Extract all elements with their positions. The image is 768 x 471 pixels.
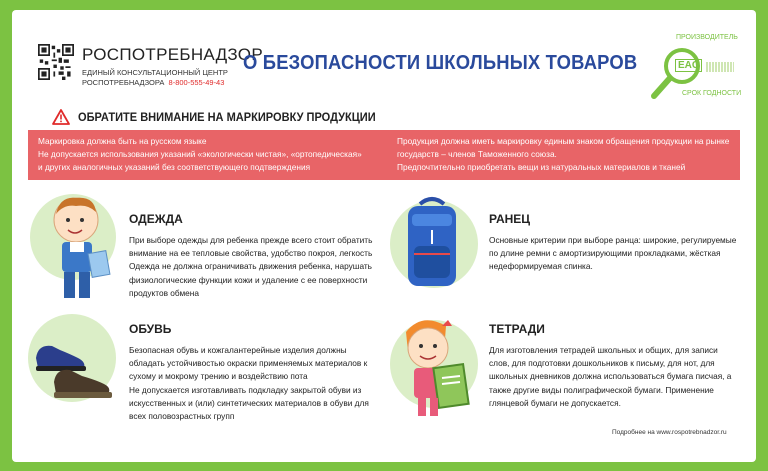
band-left-column (38, 135, 362, 174)
clothes-line: внимание на ее тепловые свойства, удобство покроя, легкость (129, 248, 373, 259)
eac-mark: EAC (675, 59, 702, 72)
backpack-line: недеформируемая спинка. (489, 261, 593, 272)
page-title: О БЕЗОПАСНОСТИ ШКОЛЬНЫХ ТОВАРОВ (243, 52, 638, 74)
notebooks-text (489, 344, 731, 410)
backpack-illustration (402, 196, 462, 292)
backpack-line: Основные критерии при выборе ранца: широкие, регулируемые (489, 235, 737, 245)
girl-notebook-illustration (392, 312, 482, 422)
hotline-phone: 8-800-555-49-43 (168, 78, 225, 87)
band-left-line: и других аналогичных указаний без соответствующего подтверждения (38, 162, 311, 172)
stamp-barcode (706, 62, 734, 72)
notebooks-line: слов, для подготовки дошкольников к письму, для нот, для (489, 358, 715, 369)
band-right-line: Продукция должна иметь маркировку единым знаком обращения продукции на рынке (397, 136, 730, 146)
marking-rules-band (28, 130, 740, 180)
band-left-line: Не допускается использования указаний «экологически чистая», «ортопедическая» (38, 149, 362, 159)
footer-link[interactable]: Подробнее на www.rospotrebnadzor.ru (612, 429, 727, 436)
notebooks-line: также другие виды полиграфической бумаги. Применение (489, 384, 714, 395)
warning-row (52, 106, 402, 128)
org-line-2: РОСПОТРЕБНАДЗОРА (82, 78, 165, 87)
band-right-line: Предпочтительно приобретать вещи из натуральных материалов и тканей (397, 162, 686, 172)
boy-clothes-illustration (46, 190, 116, 310)
shoes-text (129, 344, 369, 423)
shoes-line: сухому и мокрому трению и воздействию пота (129, 371, 308, 382)
notebooks-title: ТЕТРАДИ (489, 322, 545, 336)
band-left-line: Маркировка должна быть на русском языке (38, 136, 207, 146)
backpack-title: РАНЕЦ (489, 212, 531, 226)
notebooks-line: Для изготовления тетрадей школьных и общих, для записи (489, 345, 718, 355)
clothes-line: продуктов обмена (129, 287, 199, 298)
warning-text: ОБРАТИТЕ ВНИМАНИЕ НА МАРКИРОВКУ ПРОДУКЦИИ (78, 110, 376, 124)
backpack-line: по длине ремни с амортизирующими прокладками, жёсткая (489, 248, 721, 259)
shoes-title: ОБУВЬ (129, 322, 172, 336)
clothes-title: ОДЕЖДА (129, 212, 183, 226)
notebooks-line: глянцевой бумаги не допускается. (489, 397, 621, 408)
marking-stamp (648, 32, 742, 104)
org-block (82, 45, 263, 88)
notebooks-line: школьных дневников должна использоваться бумага писчая, а (489, 371, 732, 382)
stamp-bottom-label: СРОК ГОДНОСТИ (682, 90, 742, 97)
band-right-line: государств – членов Таможенного союза. (397, 149, 557, 159)
org-line-1: ЕДИНЫЙ КОНСУЛЬТАЦИОННЫЙ ЦЕНТР (82, 68, 228, 77)
shoes-line: Не допускается изготавливать подкладку закрытой обуви из (129, 384, 362, 395)
stamp-top-label: ПРОИЗВОДИТЕЛЬ (676, 34, 738, 41)
backpack-text (489, 234, 736, 274)
shoes-line: всех половозрастных групп (129, 411, 235, 422)
clothes-line: При выборе одежды для ребенка прежде всего стоит обратить (129, 235, 373, 245)
infographic-card (12, 10, 756, 462)
shoes-line: искусственных и (или) синтетических материалов в обуви для (129, 397, 369, 408)
org-subtitle (82, 68, 263, 88)
org-name: РОСПОТРЕБНАДЗОР (82, 45, 263, 64)
shoes-line: Безопасная обувь и кожгалантерейные изделия должны (129, 345, 347, 355)
clothes-line: физиологические функции кожи и удаление с ее поверхности (129, 274, 368, 285)
band-right-column (397, 135, 729, 174)
shoes-line: обладать устойчивостью окраски применяемых материалов к (129, 358, 368, 369)
clothes-text (129, 234, 372, 300)
clothes-line: Одежда не должна ограничивать движения ребенка, нарушать (129, 261, 372, 272)
qr-code-icon (38, 44, 74, 80)
shoes-illustration (30, 328, 120, 408)
warning-icon (52, 109, 70, 125)
